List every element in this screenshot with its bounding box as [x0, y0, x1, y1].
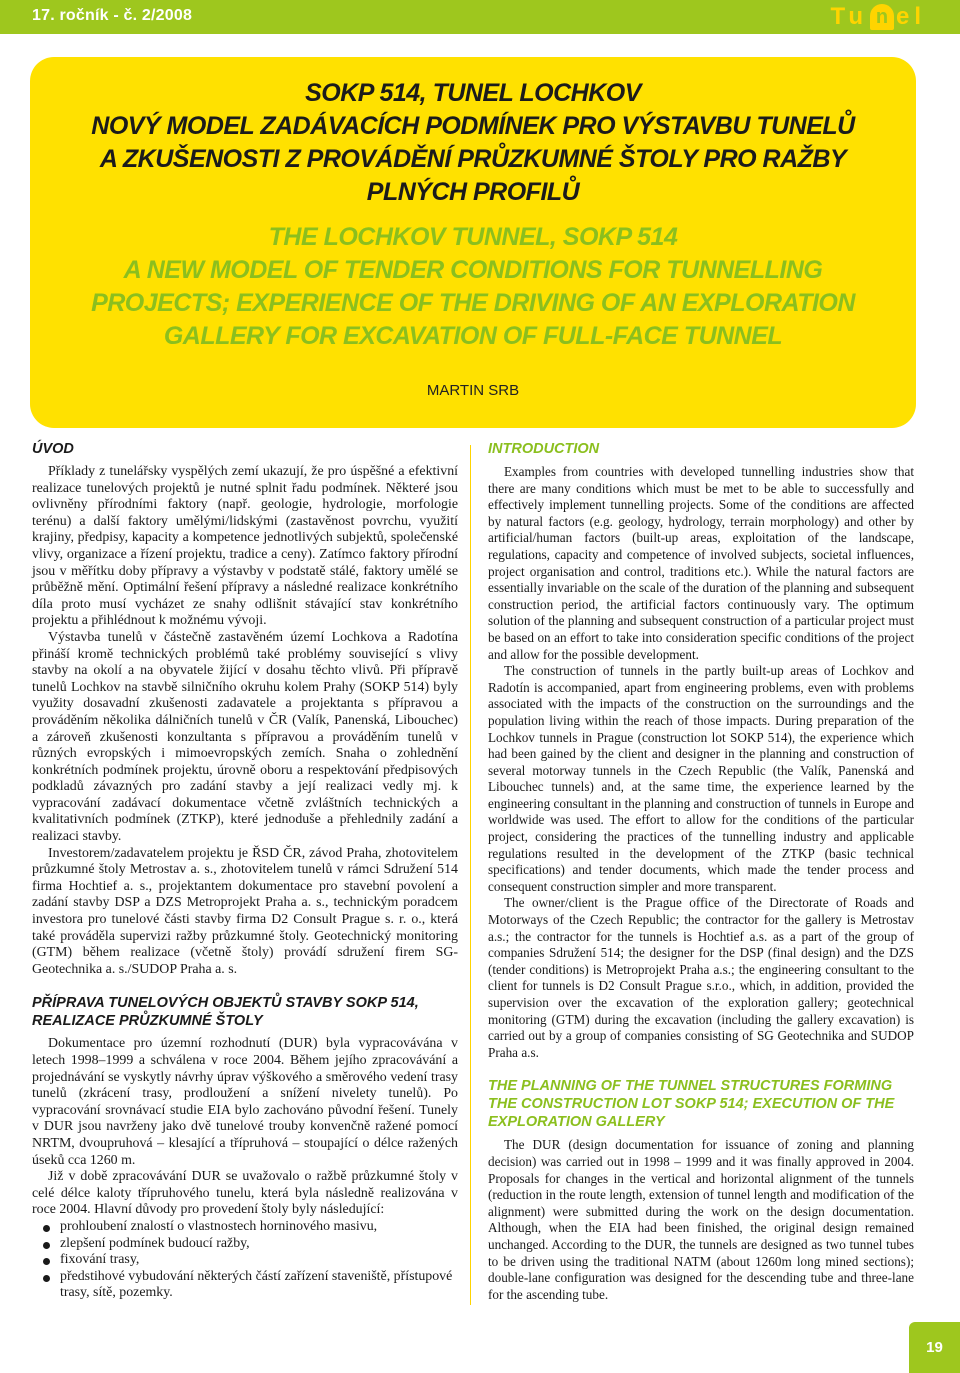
author: MARTIN SRB	[426, 382, 520, 399]
list-item: zlepšení podmínek budoucí ražby,	[32, 1236, 458, 1253]
title-cz-line: A ZKUŠENOSTI Z PROVÁDĚNÍ PRŮZKUMNÉ ŠTOLY PRO RAŽBY	[99, 145, 847, 173]
header-bar	[0, 0, 960, 34]
czech-column	[32, 440, 458, 1302]
logo-text-right: el	[895, 3, 926, 30]
paragraph: The construction of tunnels in the partly built-up areas of Lochkov and Radotín is accompanied, apart from engineering problems, even with problems associated with the impacts of the construction on the surroundings and the population living within the reach of those impacts. During preparation of the Lochkov tunnels in Prague (construction lot SOKP 514), the experience which had been gained by the client and designer in the planning and construction of several motorway tunnels in the Czech Republic (the Valík, Panenská and Libouchec tunnels) and, at the same time, the experience learned by the engineering consultant in the planning and construction of tunnels in Europe and worldwide was used. The effort to allow for the conditions of the particular project, considering the practices of the tunnelling industry and applicable regulations resulted in the development of the ZTKP (basic technical specifications) and tender documents, which made the tender process and consequent construction simpler and more transparent.	[488, 663, 914, 894]
logo-text-left: Tu	[830, 3, 868, 30]
logo-tunnel-icon: n	[870, 4, 894, 30]
title-cz-line: SOKP 514, TUNEL LOCHKOV	[305, 79, 641, 107]
title-en-line: PROJECTS; EXPERIENCE OF THE DRIVING OF AN EXPLORATION	[91, 289, 855, 317]
title-cz-line: NOVÝ MODEL ZADÁVACÍCH PODMÍNEK PRO VÝSTAVBU TUNELŮ	[91, 112, 855, 140]
list-item: prohloubení znalostí o vlastnostech horninového masivu,	[32, 1219, 458, 1236]
paragraph: Examples from countries with developed tunnelling industries show that there are many conditions which must be met to be able to successfully and effectively implement tunnelling projects. Some of the conditions are affected by natural factors (e.g. geology, hydrology, terrain morphology) and other by artificial/human factors (built-up areas, exploitation of the landscape, regulations, capacity and competence of involved subjects, societal influences, project organisation and control, traditions etc.). While the natural factors are essentially invariable on the scale of the duration of the planning and subsequent construction period, the artificial factors continuously vary. The optimum solution of the planning and subsequent construction of a particular project must be based on an effort to take into consideration specific conditions of the project and allow for the possible development.	[488, 464, 914, 662]
title-en-line: THE LOCHKOV TUNNEL, SOKP 514	[268, 223, 678, 251]
page-number: 19	[909, 1322, 960, 1373]
section-heading: INTRODUCTION	[488, 441, 600, 457]
paragraph: The owner/client is the Prague office of the Directorate of Roads and Motorways of the Czech Republic; the contractor for the gallery is Metrostav a.s.; the contractor for the tunnels is Hochtief a.s. as a part of the group of companies Sdružení 514; the designer for the DSP (final design) and the DZS (tender conditions) is Metroprojekt Praha a.s.; the engineering consultant to the client for tunnels is D2 Consult Prague s.r.o., which, in addition, provided the supervision over the excavation of the exploration gallery; geotechnical monitoring (GTM) during the excavation (including the gallery excavation) is carried out by a group of companies consisting of SG Geotechnika and SUDOP Praha a.s.	[488, 895, 914, 1060]
title-cz-line: PLNÝCH PROFILŮ	[366, 178, 580, 206]
paragraph: The DUR (design documentation for issuance of zoning and planning decision) was carried out in 1998 – 1999 and it was finally approved in 2004. Proposals for changes in the vertical and horizontal alignment of the tunnels (reduction in the route length, extension of tunnel length and modification of the alignment) were submitted during the work on the design documentation. Although, when the EIA had been finished, the original design remained unchanged. According to the DUR, the tunnels are designed as two tunnel tubes to be driven using the traditional NATM (about 1260m long mined sections); double-lane configuration was designed for the descending tube and three-lane for the ascending tube.	[488, 1137, 914, 1302]
list-item: předstihové vybudování některých částí zařízení staveniště, přístupové trasy, sítě, pozemky.	[32, 1269, 458, 1302]
title-box	[30, 57, 916, 428]
tunel-logo	[830, 3, 926, 31]
section-heading: THE PLANNING OF THE TUNNEL STRUCTURES FORMING THE CONSTRUCTION LOT SOKP 514; EXECUTION OF THE EXPLORATION GALLERY	[488, 1078, 895, 1131]
paragraph: Investorem/zadavatelem projektu je ŘSD ČR, závod Praha, zhotovitelem průzkumné štoly Metrostav a. s., zhotovitelem tunelů v rámci Sdružení 514 firma Hochtief a. s., projektantem dokumentace pro stavební povolení a zadání stavby DSP a DZS Metroprojekt Praha a. s., technickým poradcem investora pro tunelové části stavby firma D2 Consult Prague s. r. o., která také prováděla supervizi ražby průzkumné štoly. Geotechnický monitoring (GTM) během realizace (včetně štoly) provádí sdružení firem SG-Geotechnika a. s./SUDOP Praha a. s.	[32, 845, 458, 977]
paragraph: Výstavba tunelů v částečně zastavěném území Lochkova a Radotína přináší kromě technických problémů také problémy související s vlivy stavby na okolí a na obyvatele žijící v dosahu těchto vlivů. Při přípravě tunelů Lochkov na stavbě silničního okruhu kolem Prahy (SOKP 514) byly využity dosavadní zkušenosti zadavatele a projektanta s přípravou a prováděním několika dálničních tunelů v ČR (Valík, Panenská, Libouchec) a zároveň zkušenosti konzultanta s přípravou a prováděním tunelů v různých evropských i mimoevropských zemích. Snaha o zohlednění konkrétních podmínek projektu, úrovně oboru a respektování předpisových podkladů závazných pro zadání stavby a její realizaci vedly mj. k vypracování zadávací dokumentace včetně zvláštních technických a kvalitativních podmínek (ZTKP), které jednoduše a přehlednily zadání a realizaci stavby.	[32, 629, 458, 845]
paragraph: Již v době zpracovávání DUR se uvažovalo o ražbě průzkumné štoly v celé délce kaloty třípruhového tunelu, která byla následně realizována v roce 2004. Hlavní důvody pro provedení štoly byly následující:	[32, 1169, 458, 1218]
column-divider	[470, 445, 471, 1305]
title-en-line: A NEW MODEL OF TENDER CONDITIONS FOR TUNNELLING	[123, 256, 823, 284]
section-heading: PŘÍPRAVA TUNELOVÝCH OBJEKTŮ STAVBY SOKP 514, REALIZACE PRŮZKUMNÉ ŠTOLY	[32, 995, 419, 1030]
english-column	[488, 440, 914, 1303]
issue-label: 17. ročník - č. 2/2008	[32, 7, 193, 24]
title-en-line: GALLERY FOR EXCAVATION OF FULL-FACE TUNNEL	[163, 322, 783, 350]
list-item: fixování trasy,	[32, 1252, 458, 1269]
section-heading: ÚVOD	[32, 441, 74, 457]
paragraph: Dokumentace pro územní rozhodnutí (DUR) byla vypracovávána v letech 1998–1999 a schválena v roce 2004. Během jejího zpracovávání a projednávání se vyskytly návrhy úprav výškového a směrového vedení trasy tunelů (zkrácení trasy, prodloužení a snížení nivelety tunelů). Po vypracování srovnávací studie EIA bylo zachováno původní řešení. Tunely v DUR jsou navrženy jako dvě tunelové trouby konvenčně ražené pomocí NRTM, dvoupruhová – klesající a třípruhová – stoupající o délce ražených úseků cca 1260 m.	[32, 1036, 458, 1168]
paragraph: Příklady z tunelářsky vyspělých zemí ukazují, že pro úspěšné a efektivní realizace tunelových projektů je nutné splnit řadu podmínek. Některé jsou ovlivněny přírodními faktory (např. geologie, hydrologie, morfologie terénu) a další faktory umělými/lidskými (zastavěnost povrchu, využití krajiny, předpisy, kapacity a kompetence jednotlivých subjektů, společenské vlivy, organizace a řízení projektu, tradice a ceny). Zatímco faktory přírodní jsou v měřítku doby přípravy a výstavby v podstatě stálé, faktory umělé se průběžně mění. Optimální řešení přípravy a následné realizace konkrétního díla proto musí vycházet ze snahy odlišnit stávající stav konkrétního projektu a přihlédnout k možnému vývoji.	[32, 464, 458, 629]
bullet-list	[32, 1219, 458, 1302]
